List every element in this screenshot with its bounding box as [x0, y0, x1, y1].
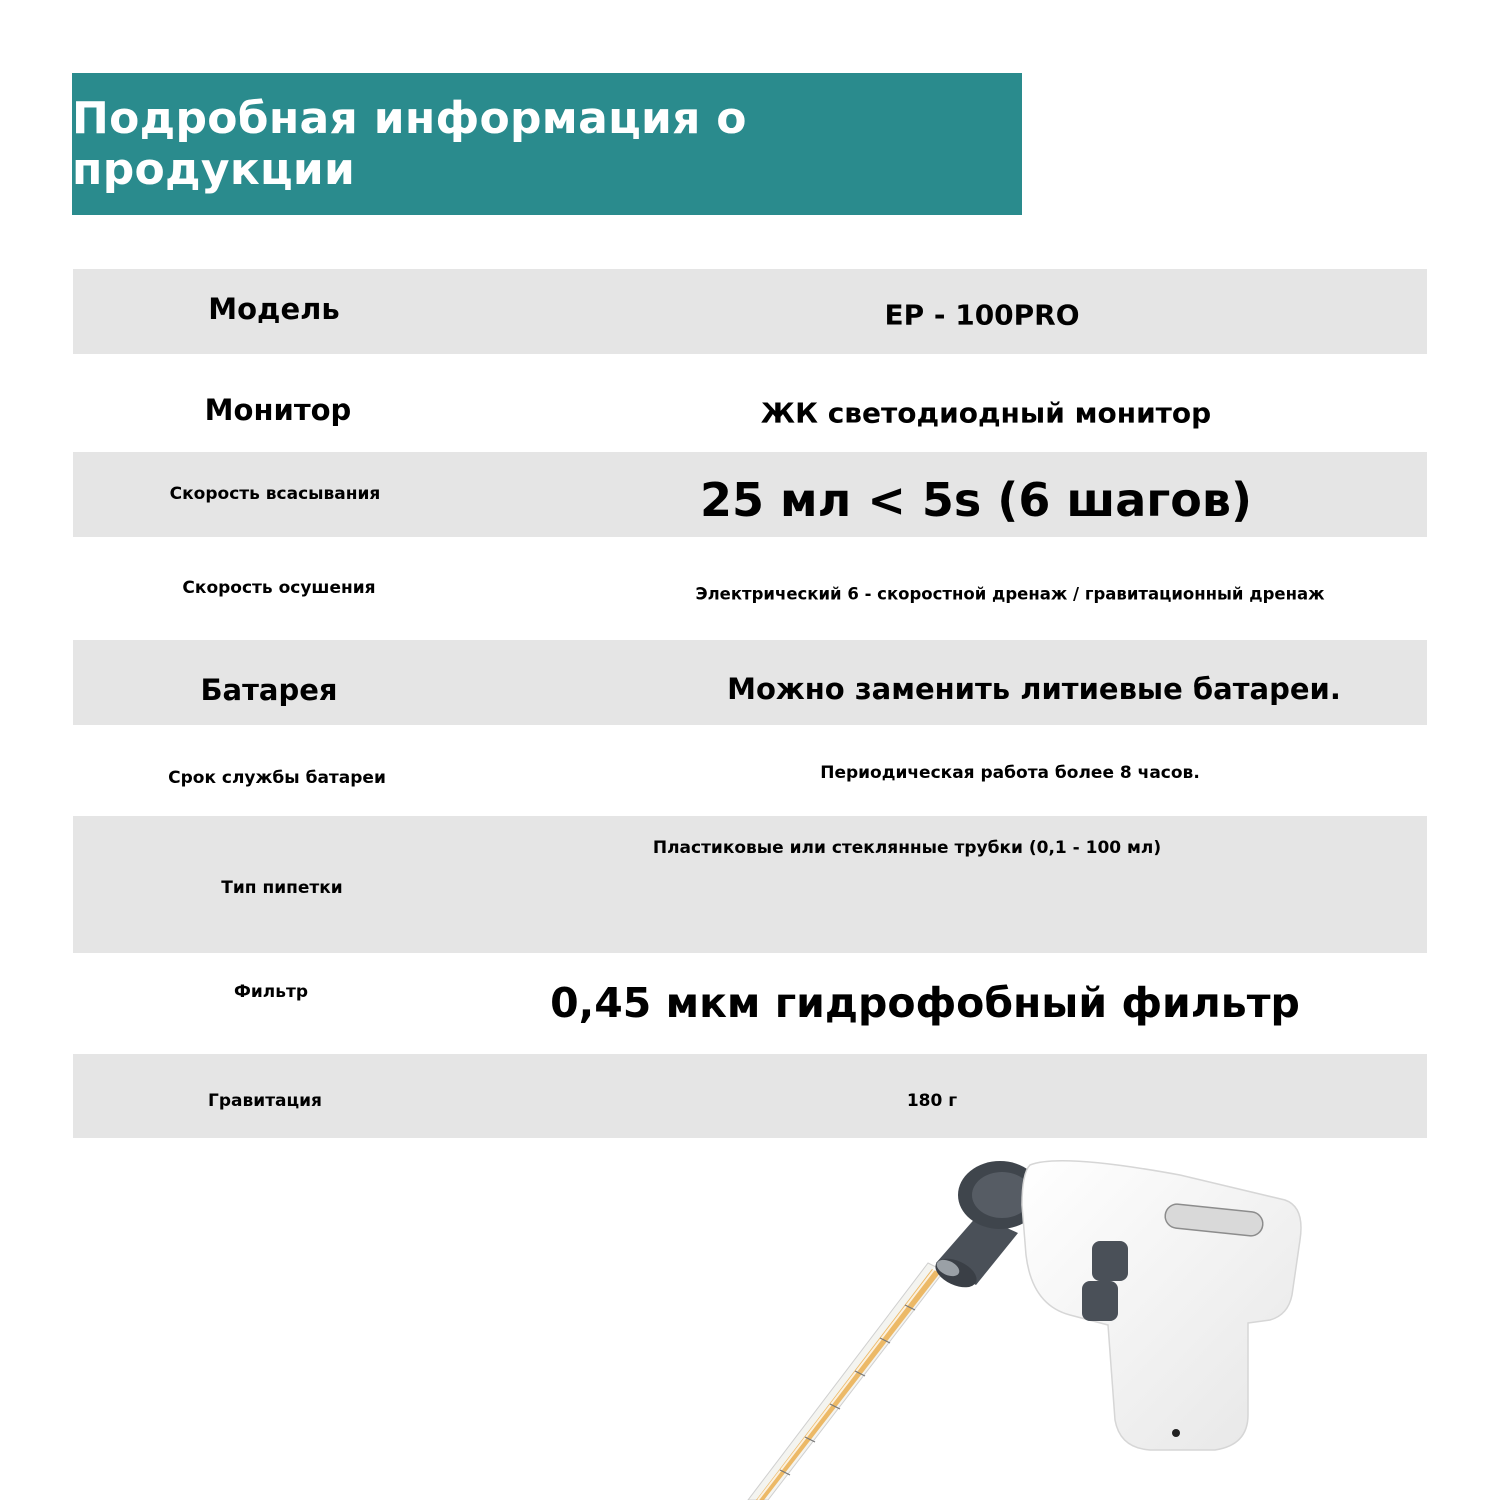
spec-value-suction-speed: 25 мл < 5s (6 шагов)	[700, 473, 1252, 527]
page-title: Подробная информация о продукции	[72, 93, 747, 195]
title-banner	[72, 73, 1022, 215]
spec-value-drain-speed: Электрический 6 - скоростной дренаж / гравитационный дренаж	[695, 584, 1325, 604]
spec-label-suction-speed: Скорость всасывания	[169, 484, 381, 504]
spec-label-model: Модель	[208, 292, 340, 326]
spec-value-battery: Можно заменить литиевые батареи.	[727, 672, 1341, 706]
spec-label-monitor: Монитор	[204, 393, 352, 427]
spec-value-model: EP - 100PRO	[884, 298, 1080, 332]
spec-value-monitor: ЖК светодиодный монитор	[760, 396, 1212, 430]
spec-label-drain-speed: Скорость осушения	[182, 578, 376, 598]
spec-label-filter: Фильтр	[234, 982, 308, 1002]
pipette-tube	[748, 1263, 944, 1500]
pipette-controller-image	[700, 1145, 1320, 1500]
spec-label-battery: Батарея	[200, 673, 338, 707]
spec-value-battery-life: Периодическая работа более 8 часов.	[820, 763, 1200, 783]
spec-label-pipette-type: Тип пипетки	[221, 878, 343, 898]
spec-value-weight: 180 г	[906, 1091, 958, 1111]
spec-value-filter: 0,45 мкм гидрофобный фильтр	[550, 979, 1300, 1027]
spec-label-battery-life: Срок службы батареи	[168, 768, 386, 788]
controller-body	[1022, 1161, 1301, 1450]
spec-value-pipette-type: Пластиковые или стеклянные трубки (0,1 - 100 мл)	[652, 838, 1162, 858]
spec-label-weight: Гравитация	[208, 1091, 322, 1111]
